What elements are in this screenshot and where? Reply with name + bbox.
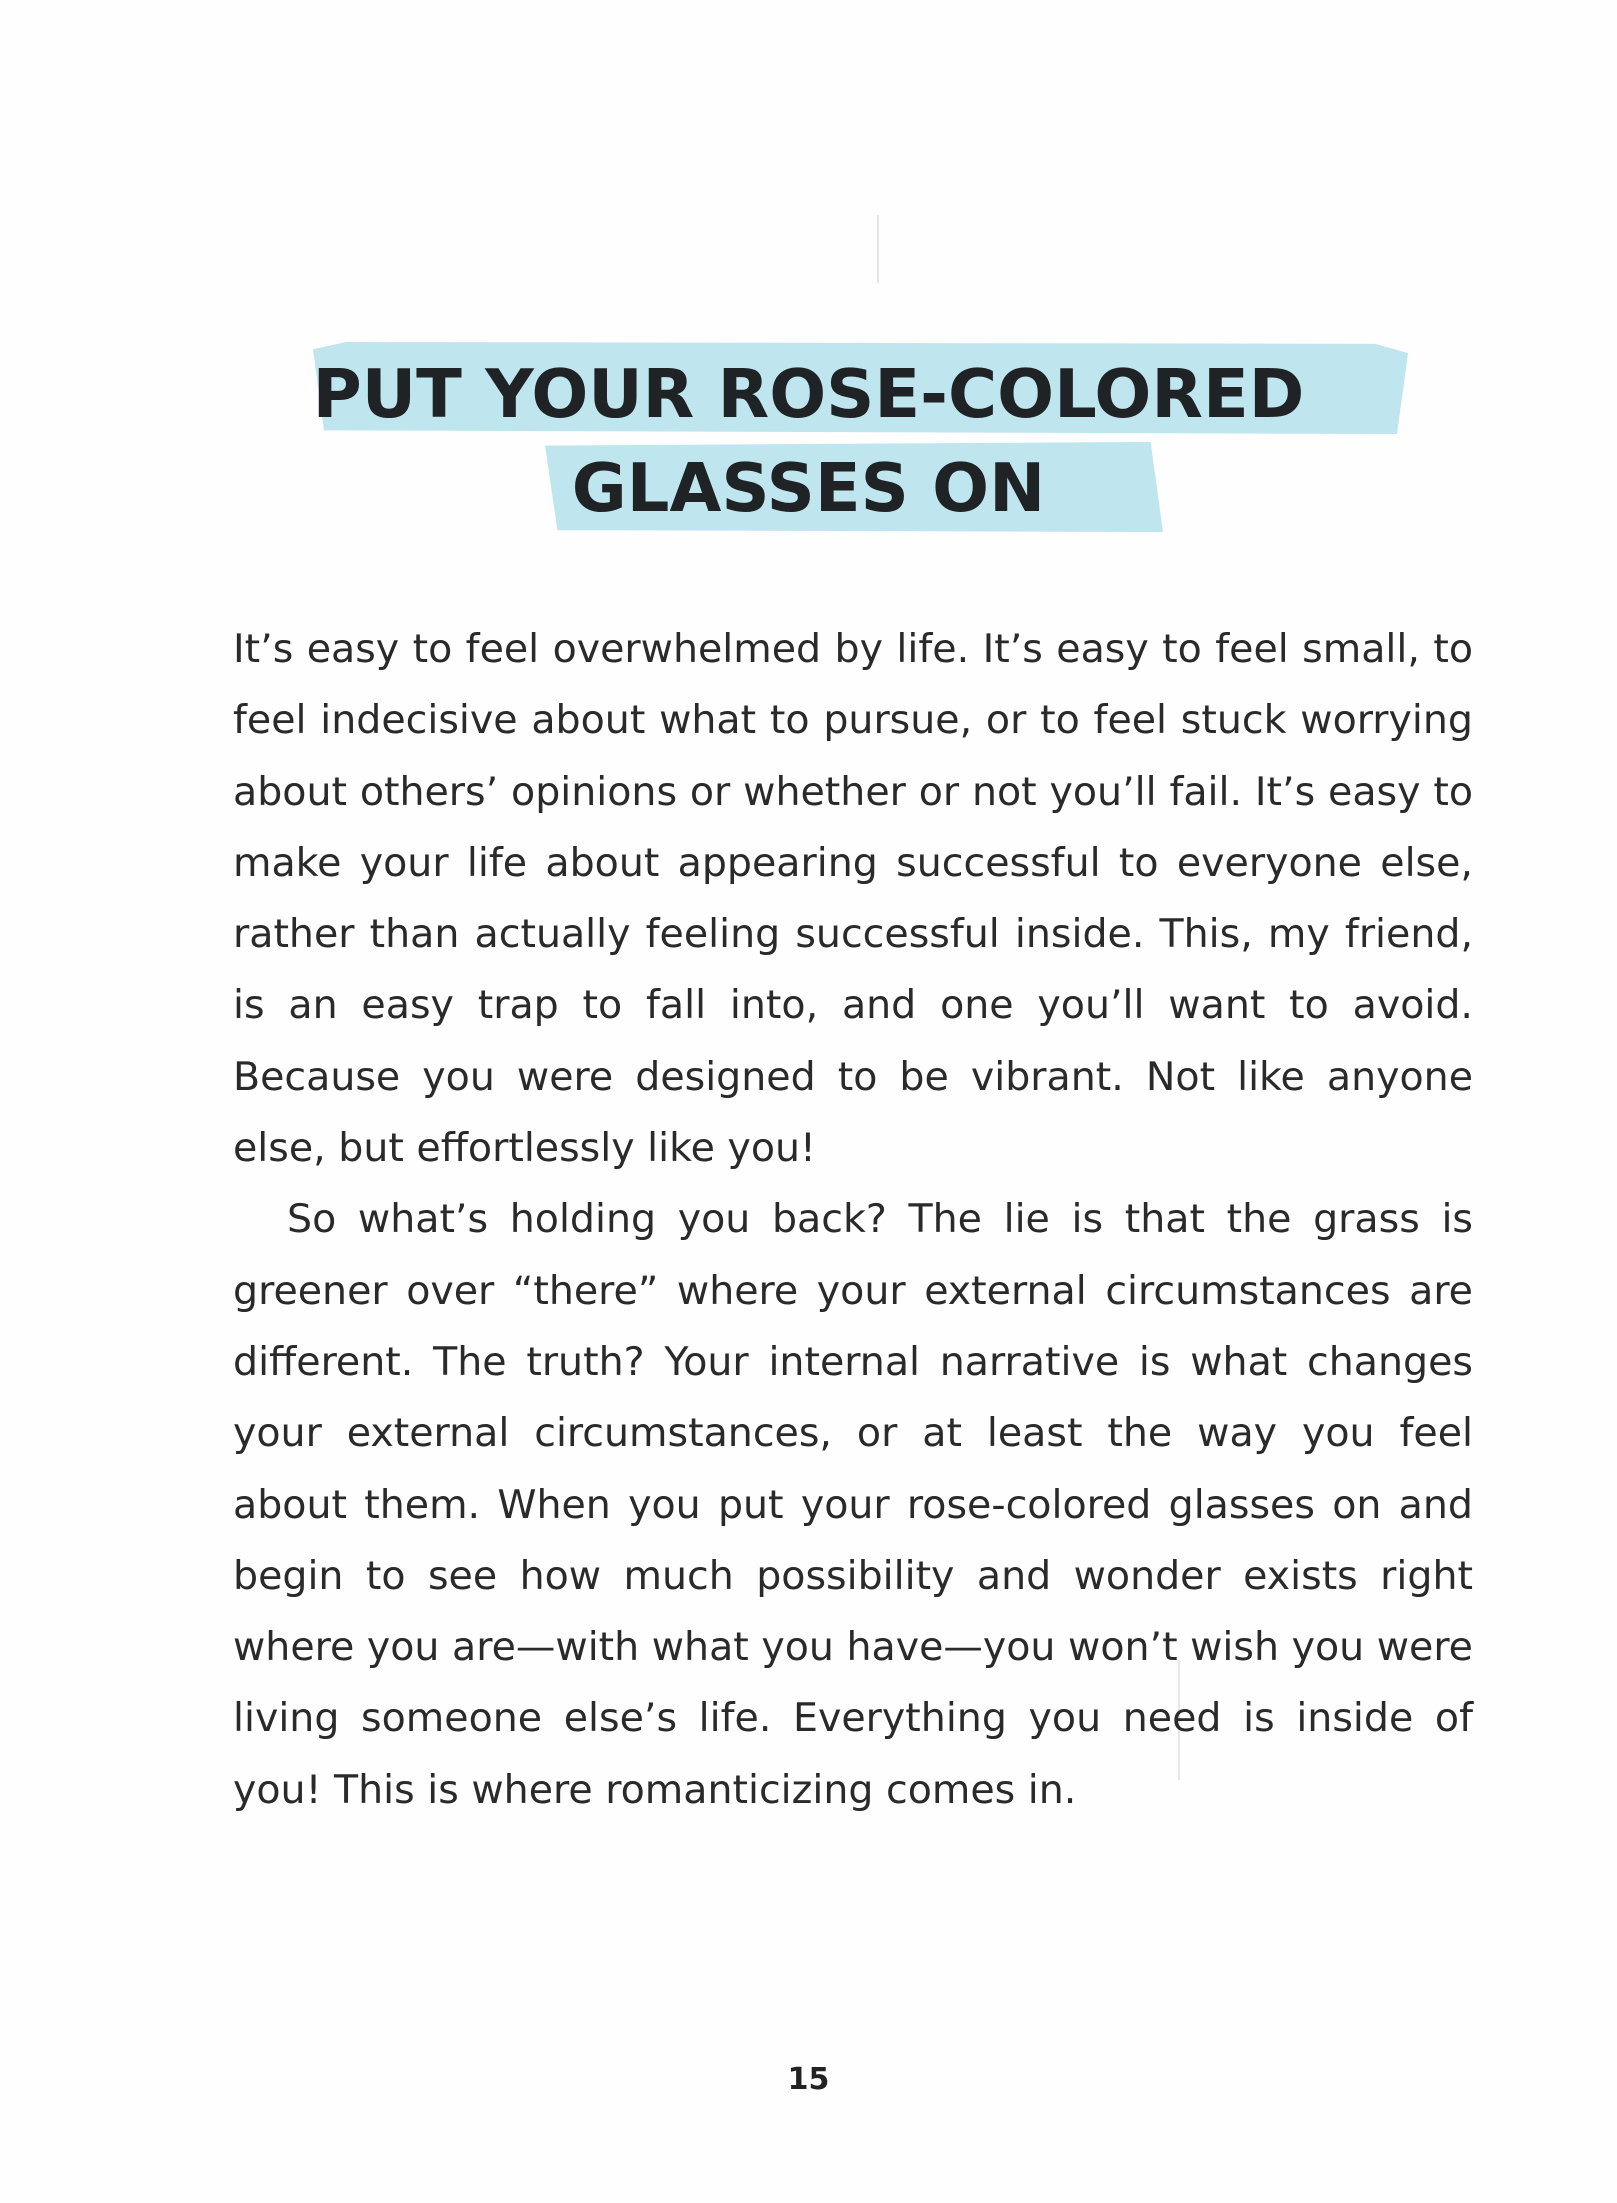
body-text xyxy=(233,614,1473,1826)
scan-mark xyxy=(877,215,879,283)
paragraph: It’s easy to feel overwhelmed by life. It’s easy to feel small, to feel indecisive about what to pursue, or to feel stuck worrying about others’ opinions or whether or not you’ll fail. It’s easy to make your life about appearing successful to everyone else, rather than actually feeling successful inside. This, my friend, is an easy trap to fall into, and one you’ll want to avoid. Because you were designed to be vibrant. Not like anyone else, but effortlessly like you! xyxy=(233,626,1473,1172)
page-title-line-2: GLASSES ON xyxy=(571,449,1046,527)
paragraph: So what’s holding you back? The lie is that the grass is greener over “there” where your external circumstances are different. The truth? Your internal narrative is what changes your external circumstances, or at least the way you feel about them. When you put your rose-colored glasses on and begin to see how much possibility and wonder exists right where you are—with what you have—you won’t wish you were living someone else’s life. Everything you need is inside of you! This is where romanticizing comes in. xyxy=(233,1196,1473,1813)
page-number: 15 xyxy=(787,2062,830,2097)
page-title-line-1: PUT YOUR ROSE-COLORED xyxy=(312,355,1305,433)
